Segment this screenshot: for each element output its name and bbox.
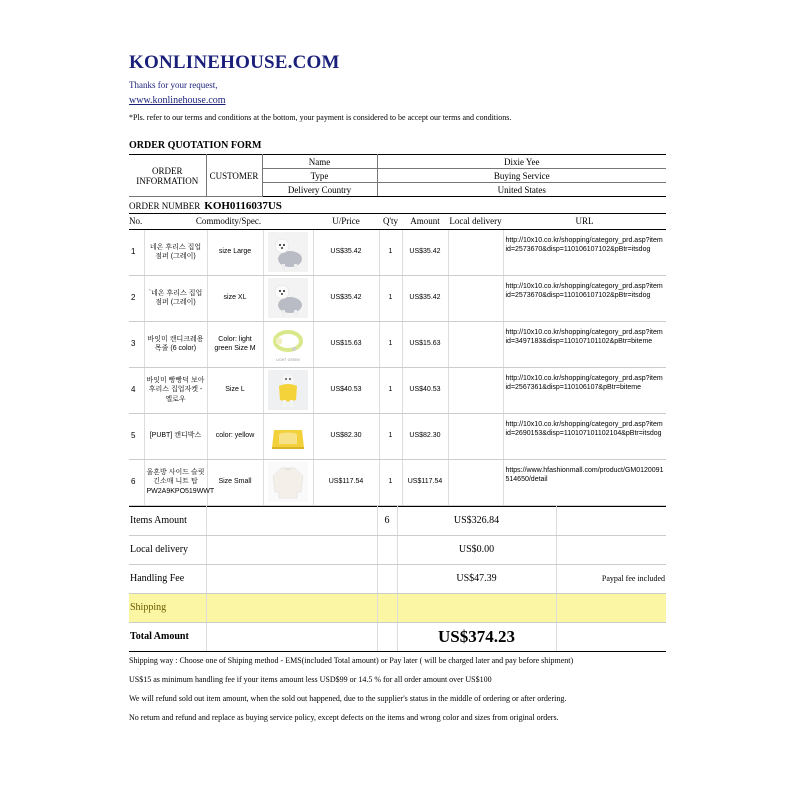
item-qty: 1 — [379, 229, 402, 275]
table-row — [129, 275, 666, 321]
spacer-cell — [556, 506, 666, 535]
item-price: US$117.54 — [313, 459, 379, 505]
shipping-value — [397, 593, 556, 622]
items-amount-row — [129, 506, 666, 535]
item-spec: Color: light green Size M — [207, 321, 263, 367]
table-row — [129, 321, 666, 367]
spacer-cell — [206, 506, 377, 535]
spacer-cell — [377, 564, 397, 593]
item-thumbnail — [263, 229, 313, 275]
spacer-cell — [377, 593, 397, 622]
item-qty: 1 — [379, 367, 402, 413]
total-row — [129, 622, 666, 651]
item-qty: 1 — [379, 321, 402, 367]
item-spec: color: yellow — [207, 413, 263, 459]
field-type-value: Buying Service — [377, 169, 666, 183]
footnote-return-policy: No return and refund and replace as buying service policy, except defects on the items and wrong color and sizes from original orders. — [129, 712, 559, 722]
field-country-value: United States — [377, 183, 666, 197]
handling-fee-value: US$47.39 — [397, 564, 556, 593]
item-amount: US$82.30 — [402, 413, 448, 459]
quotation-page — [129, 52, 666, 732]
items-header-row — [129, 214, 666, 229]
item-local-delivery — [448, 275, 503, 321]
item-spec: size XL — [207, 275, 263, 321]
item-price: US$15.63 — [313, 321, 379, 367]
item-no: 6 — [129, 459, 144, 505]
item-name: 바잇미 캔디크레용 목줄 (6 color) — [144, 321, 207, 367]
item-qty: 1 — [379, 459, 402, 505]
items-amount-label: Items Amount — [129, 506, 206, 535]
item-spec: Size L — [207, 367, 263, 413]
item-no: 3 — [129, 321, 144, 367]
order-number-row — [129, 197, 666, 214]
dog-fleece-image — [268, 278, 308, 318]
item-local-delivery — [448, 321, 503, 367]
shipping-row — [129, 593, 666, 622]
item-local-delivery — [448, 413, 503, 459]
item-url[interactable]: http://10x10.co.kr/shopping/category_prd.asp?itemid=3497183&disp=110107101102&pBtr=biteme — [503, 321, 666, 367]
item-thumbnail — [263, 367, 313, 413]
thanks-text: Thanks for your request, — [129, 80, 218, 90]
item-url[interactable]: http://10x10.co.kr/shopping/category_prd.asp?itemid=2573670&disp=110106107102&pBtr=itsdog — [503, 275, 666, 321]
spacer-cell — [556, 535, 666, 564]
item-name: `네온 후리스 집업 점퍼 (그레이) — [144, 275, 207, 321]
collar-caption: LIGHT GREEN — [276, 358, 300, 362]
col-qty: Q'ty — [379, 214, 402, 229]
order-info-table — [129, 154, 666, 197]
item-local-delivery — [448, 229, 503, 275]
items-amount-value: US$326.84 — [397, 506, 556, 535]
item-local-delivery — [448, 367, 503, 413]
item-no: 5 — [129, 413, 144, 459]
item-url[interactable]: https://www.hfashionmall.com/product/GM0120091514650/detail — [503, 459, 666, 505]
table-row — [129, 459, 666, 505]
spacer-cell — [377, 535, 397, 564]
handling-fee-note: Paypal fee included — [556, 564, 666, 593]
knit-top-image — [268, 462, 308, 502]
footnote-refund: We will refund sold out item amount, when the sold out happened, due to the supplier's status in the middle of ordering or after ordering. — [129, 693, 567, 703]
total-label: Total Amount — [129, 622, 206, 651]
table-row — [129, 229, 666, 275]
brand-title: KONLINEHOUSE.COM — [129, 52, 340, 73]
local-delivery-label: Local delivery — [129, 535, 206, 564]
item-amount: US$35.42 — [402, 275, 448, 321]
item-price: US$35.42 — [313, 275, 379, 321]
item-amount: US$15.63 — [402, 321, 448, 367]
order-info-label: ORDER INFORMATION — [129, 155, 206, 197]
handling-fee-row — [129, 564, 666, 593]
site-link[interactable]: www.konlinehouse.com — [129, 95, 226, 106]
col-amount: Amount — [402, 214, 448, 229]
spacer-cell — [206, 593, 377, 622]
collar-image — [268, 324, 308, 364]
total-value: US$374.23 — [397, 622, 556, 651]
spacer-cell — [206, 535, 377, 564]
summary-table — [129, 506, 666, 652]
item-qty: 1 — [379, 413, 402, 459]
item-spec: size Large — [207, 229, 263, 275]
item-name: 울혼방 사이드 슬릿 긴소매 니트 탑 PW2A9KPO519WWT — [144, 459, 207, 505]
footnote-handling: US$15 as minimum handling fee if your items amount less USD$99 or 14.5 % for all order amount over US$100 — [129, 674, 492, 684]
spacer-cell — [206, 564, 377, 593]
items-qty-total: 6 — [377, 506, 397, 535]
customer-label: CUSTOMER — [206, 155, 262, 197]
spacer-cell — [556, 622, 666, 651]
item-price: US$35.42 — [313, 229, 379, 275]
item-spec: Size Small — [207, 459, 263, 505]
spacer-cell — [556, 593, 666, 622]
pet-bed-image — [268, 416, 308, 456]
item-no: 2 — [129, 275, 144, 321]
dog-fleece-image — [268, 232, 308, 272]
item-name: [PUBT] 캔디박스 — [144, 413, 207, 459]
item-url[interactable]: http://10x10.co.kr/shopping/category_prd.asp?itemid=2690153&disp=110107101102104&pBtr=itsdog — [503, 413, 666, 459]
field-type-label: Type — [262, 169, 377, 183]
footnote-shipping: Shipping way : Choose one of Shiping method - EMS(included Total amount) or Pay later ( will be charged later and pay before shipment) — [129, 655, 574, 665]
items-table — [129, 214, 666, 506]
item-price: US$40.53 — [313, 367, 379, 413]
item-no: 1 — [129, 229, 144, 275]
spacer-cell — [377, 622, 397, 651]
order-number-label: ORDER NUMBER — [129, 201, 201, 211]
item-url[interactable]: http://10x10.co.kr/shopping/category_prd.asp?itemid=2573670&disp=110106107102&pBtr=itsdog — [503, 229, 666, 275]
item-qty: 1 — [379, 275, 402, 321]
form-title: ORDER QUOTATION FORM — [129, 140, 262, 151]
handling-fee-label: Handling Fee — [129, 564, 206, 593]
item-name: 네온 후리스 집업 점퍼 (그레이) — [144, 229, 207, 275]
table-row — [129, 367, 666, 413]
item-amount: US$35.42 — [402, 229, 448, 275]
field-name-label: Name — [262, 155, 377, 169]
item-url[interactable]: http://10x10.co.kr/shopping/category_prd.asp?itemid=2567361&disp=110106107&pBtr=biteme — [503, 367, 666, 413]
col-no: No. — [129, 214, 144, 229]
local-delivery-value: US$0.00 — [397, 535, 556, 564]
field-name-value: Dixie Yee — [377, 155, 666, 169]
item-amount: US$117.54 — [402, 459, 448, 505]
shipping-label: Shipping — [129, 593, 206, 622]
item-local-delivery — [448, 459, 503, 505]
item-thumbnail — [263, 413, 313, 459]
item-thumbnail — [263, 321, 313, 367]
terms-note: *Pls. refer to our terms and conditions at the bottom, your payment is considered to be accept our terms and conditions. — [129, 113, 512, 122]
item-thumbnail — [263, 275, 313, 321]
table-row — [129, 413, 666, 459]
item-name: 바잇미 빵빵덕 보아후리스 집업자켓 - 옐로우 — [144, 367, 207, 413]
local-delivery-row — [129, 535, 666, 564]
item-price: US$82.30 — [313, 413, 379, 459]
order-number-value: KOH0116037US — [204, 200, 282, 212]
col-local-delivery: Local delivery — [448, 214, 503, 229]
footnotes — [129, 656, 666, 723]
field-country-label: Delivery Country — [262, 183, 377, 197]
col-commodity: Commodity/Spec. — [144, 214, 313, 229]
col-price: U/Price — [313, 214, 379, 229]
spacer-cell — [206, 622, 377, 651]
item-thumbnail — [263, 459, 313, 505]
item-no: 4 — [129, 367, 144, 413]
dog-jacket-image — [268, 370, 308, 410]
item-amount: US$40.53 — [402, 367, 448, 413]
col-url: URL — [503, 214, 666, 229]
